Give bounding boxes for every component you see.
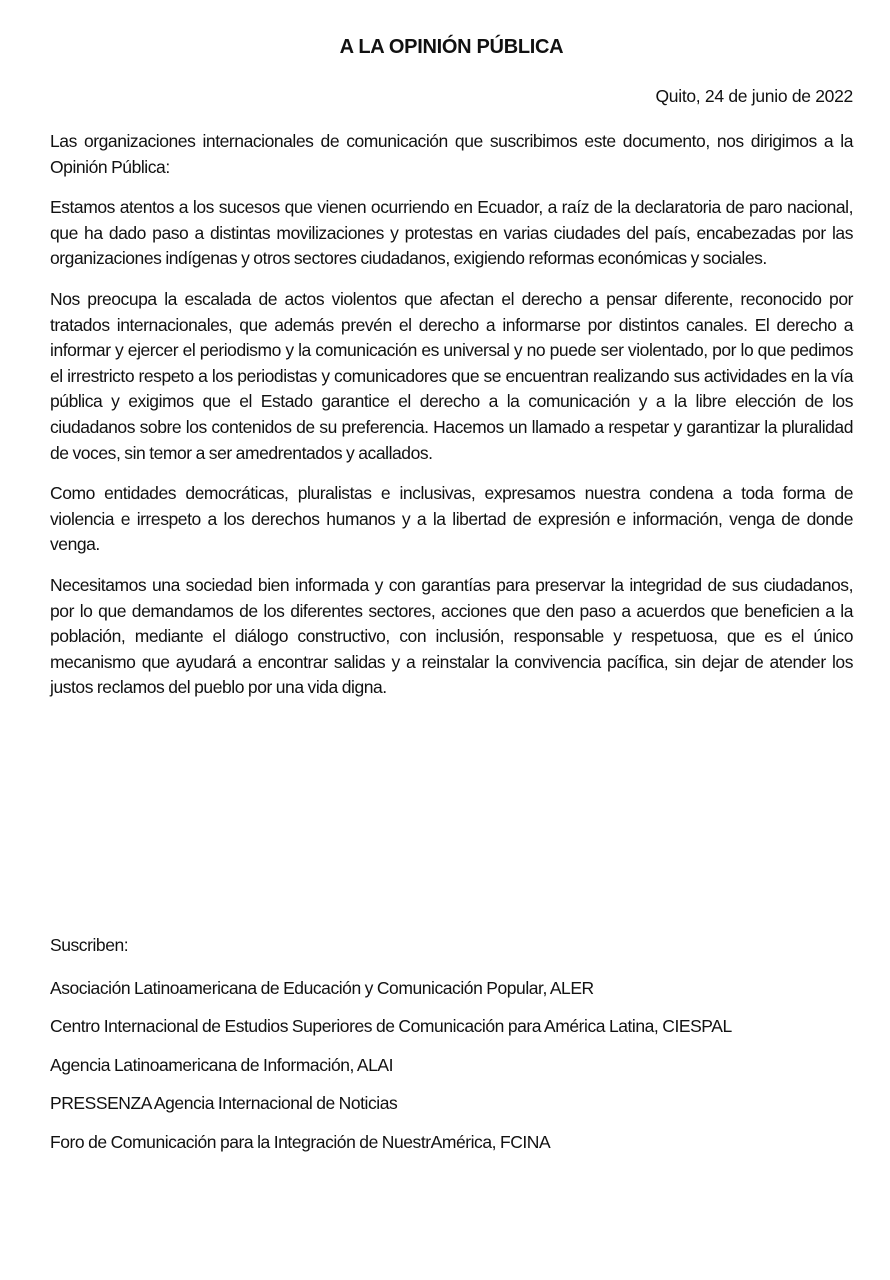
document-title: A LA OPINIÓN PÚBLICA — [339, 36, 564, 58]
document-body — [50, 129, 853, 716]
signer-item: Asociación Latinoamericana de Educación y Comunicación Popular, ALER — [50, 977, 594, 998]
paragraph-intro: Las organizaciones internacionales de comunicación que suscribimos este documento, nos dirigimos a la Opinión Pública: — [50, 131, 853, 177]
signers-label: Suscriben: — [50, 935, 129, 955]
signer-item: PRESSENZA Agencia Internacional de Noticias — [50, 1093, 398, 1114]
signer-item: Foro de Comunicación para la Integración de NuestrAmérica, FCINA — [50, 1131, 551, 1152]
signers-section — [50, 933, 853, 1169]
date-line: Quito, 24 de junio de 2022 — [655, 86, 853, 106]
paragraph-condemnation: Como entidades democráticas, pluralistas e inclusivas, expresamos nuestra condena a toda forma de violencia e irrespeto a los derechos humanos y a la libertad de expresión e información, venga de donde venga. — [50, 483, 853, 555]
paragraph-concern: Nos preocupa la escalada de actos violentos que afectan el derecho a pensar diferente, reconocido por tratados internacionales, que además prevén el derecho a informarse por distintos canales. El derecho a informar y ejercer el periodismo y la comunicación es universal y no puede ser violentado, por lo que pedimos el irrestricto respeto a los periodistas y comunicadores que se encuentran realizando sus actividades en la vía pública y exigimos que el Estado garantice el derecho a la comunicación y a la libre elección de los ciudadanos sobre los contenidos de su preferencia. Hacemos un llamado a respetar y garantizar la pluralidad de voces, sin temor a ser amedrentados y acallados. — [50, 288, 853, 463]
paragraph-context: Estamos atentos a los sucesos que vienen ocurriendo en Ecuador, a raíz de la declaratoria de paro nacional, que ha dado paso a distintas movilizaciones y protestas en varias ciudades del país, encabezadas por las organizaciones indígenas y otros sectores ciudadanos, exigiendo reformas económicas y sociales. — [50, 197, 853, 269]
signer-item: Centro Internacional de Estudios Superiores de Comunicación para América Latina, CIESPAL — [50, 1016, 732, 1037]
paragraph-demand: Necesitamos una sociedad bien informada y con garantías para preservar la integridad de sus ciudadanos, por lo que demandamos de los diferentes sectores, acciones que den paso a acuerdos que beneficien a la población, mediante el diálogo constructivo, con inclusión, responsable y respetuosa, que es el único mecanismo que ayudará a encontrar salidas y a reinstalar la convivencia pacífica, sin dejar de atender los justos reclamos del pueblo por una vida digna. — [50, 574, 853, 698]
signer-item: Agencia Latinoamericana de Información, ALAI — [50, 1054, 394, 1075]
